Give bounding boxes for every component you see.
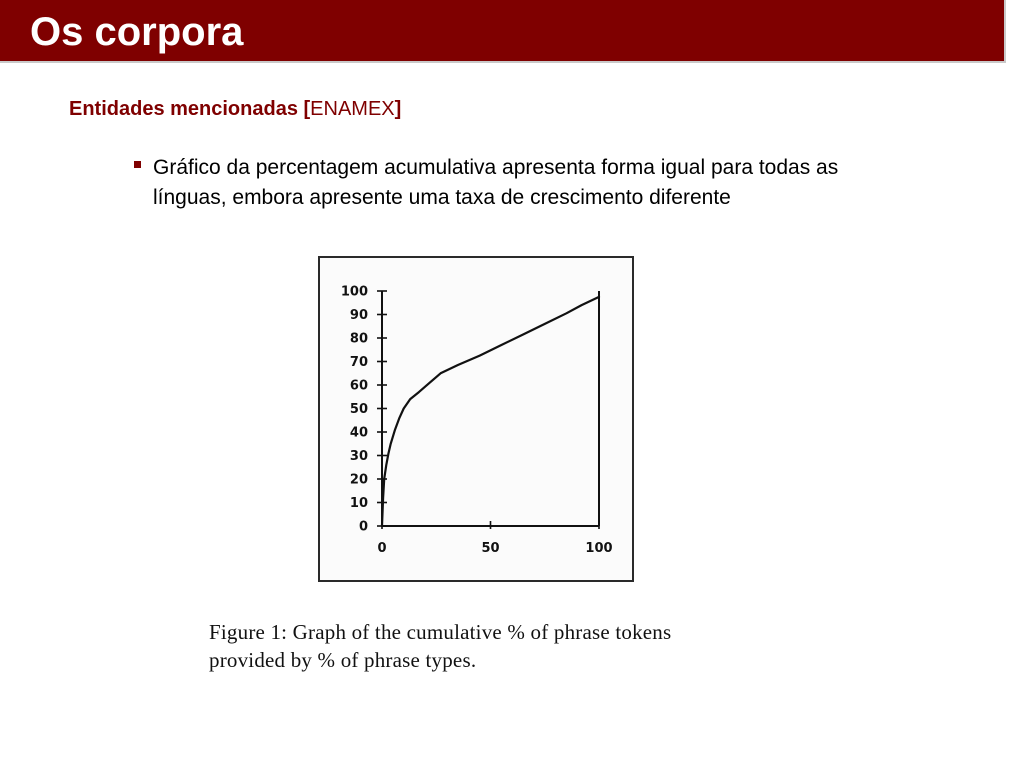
x-tick-label: 100 [585, 541, 613, 556]
chart-axes [382, 291, 599, 526]
title-bar [0, 0, 1004, 61]
y-tick-label: 60 [349, 378, 368, 394]
y-tick-label: 50 [349, 402, 368, 417]
y-tick-label: 40 [349, 425, 368, 441]
square-bullet-icon [134, 161, 141, 168]
section-heading [69, 96, 401, 122]
section-heading-bold-open: Entidades mencionadas [ [69, 98, 311, 120]
caption-line-1: Figure 1: Graph of the cumulative % of phrase tokens [209, 620, 672, 644]
bullet-text: Gráfico da percentagem acumulativa apresenta forma igual para todas as línguas, embora apresente uma taxa de crescimento diferente [153, 156, 839, 209]
caption-line-2: provided by % of phrase types. [209, 648, 477, 672]
y-tick-label: 100 [340, 284, 368, 300]
title-bar-shadow-bottom [0, 61, 1006, 63]
cumulative-chart [320, 258, 632, 580]
y-tick-label: 70 [349, 355, 368, 370]
figure-caption [209, 618, 829, 674]
x-tick-label: 50 [481, 541, 500, 556]
figure-frame [318, 256, 634, 582]
y-tick-label: 20 [349, 472, 368, 488]
y-tick-label: 10 [349, 496, 368, 511]
y-tick-label: 80 [349, 331, 368, 347]
y-tick-label: 0 [358, 519, 368, 535]
x-tick-label: 0 [377, 541, 387, 556]
section-heading-plain: ENAMEX [310, 98, 395, 120]
section-heading-bold-close: ] [394, 98, 402, 120]
title-bar-shadow-right [1004, 0, 1006, 63]
y-tick-label: 30 [349, 449, 368, 464]
cumulative-series-line [382, 297, 599, 526]
chart-marks [382, 297, 599, 526]
slide-title: Os corpora [30, 10, 244, 54]
y-tick-label: 90 [349, 308, 368, 323]
